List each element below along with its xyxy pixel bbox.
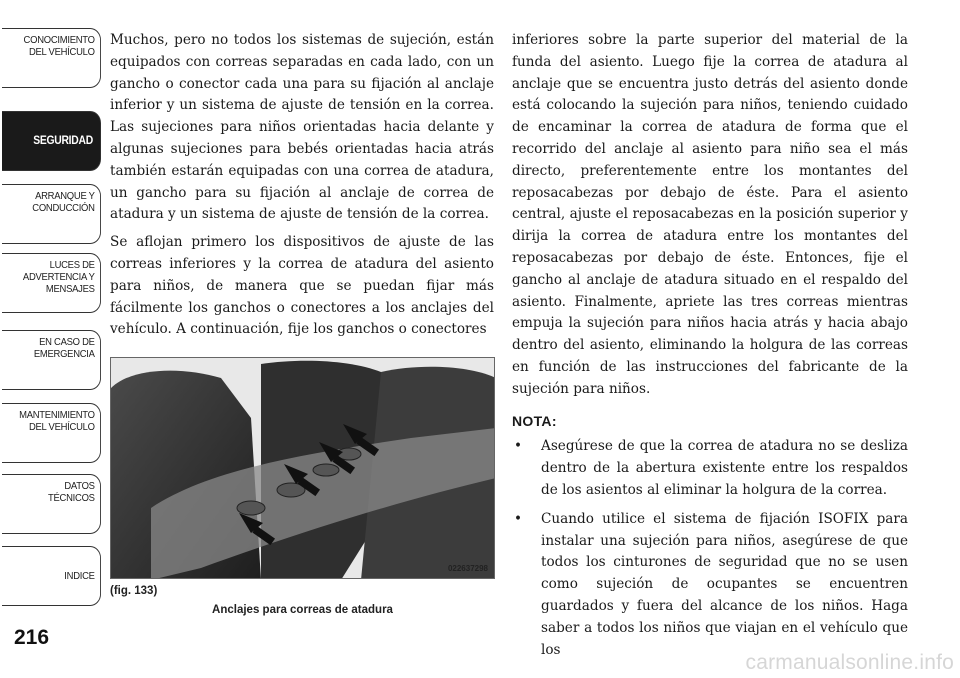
tab-label-line1: CONOCIMIENTO xyxy=(23,34,95,46)
tab-label-line2: TÉCNICOS xyxy=(48,492,95,504)
left-text-column xyxy=(110,30,494,347)
paragraph: inferiores sobre la parte superior del material de la funda del asiento. Luego fije la correa de atadura al anclaje que se encuentra justo detrás del asiento donde está colocando la sujeción para niños, teniendo cuidado de encaminar la correa de atadura de forma que el recorrido del anclaje al asiento para niño sea el más directo, preferentemente entre los montantes del reposacabezas por debajo de éste. Para el asiento central, ajuste el reposacabezas en la posición superior y dirija la correa de atadura entre los montantes del reposacabezas por debajo de éste. Entonces, fije el gancho al anclaje de atadura situado en el respaldo del asiento. Finalmente, apriete las tres correas mientras empuja la sujeción para niños hacia atrás y hacia abajo dentro del asiento, eliminando la holgura de las correas en función de las instrucciones del fabricante de la sujeción para niños. xyxy=(512,32,908,397)
tab-label-line1: INDICE xyxy=(64,570,95,582)
tether-anchors-illustration xyxy=(111,358,495,579)
tab-label-line1: ARRANQUE Y xyxy=(35,190,95,202)
tab-label-line2: CONDUCCIÓN xyxy=(32,202,95,214)
page-number: 216 xyxy=(14,626,50,649)
tab-label-line1: MANTENIMIENTO xyxy=(19,409,95,421)
tab-label-line2: DEL VEHÍCULO xyxy=(28,46,95,58)
tab-en-caso-de-emergencia[interactable] xyxy=(2,330,101,390)
tab-label-line2: EMERGENCIA xyxy=(33,348,95,360)
tab-luces-de-advertencia[interactable] xyxy=(2,253,101,313)
tab-mantenimiento-del-vehiculo[interactable] xyxy=(2,403,101,463)
figure-tether-anchors xyxy=(110,357,495,579)
figure-code: 022637298 xyxy=(447,564,488,573)
note-title: NOTA: xyxy=(512,412,557,429)
tab-conocimiento-del-vehiculo[interactable] xyxy=(2,28,101,88)
tab-seguridad[interactable] xyxy=(2,111,101,171)
list-item: • Asegúrese de que la correa de atadura no se desliza dentro de la abertura existente entre los respaldos de los asientos al eliminar la holgura de la correa. xyxy=(512,436,908,501)
tab-label-line2: DEL VEHÍCULO xyxy=(28,421,95,433)
tab-datos-tecnicos[interactable] xyxy=(2,474,101,534)
tab-indice[interactable] xyxy=(2,546,101,606)
paragraph: Se aflojan primero los dispositivos de ajuste de las correas inferiores y la correa de atadura del asiento para niños, de manera que se puedan fijar más fácilmente los ganchos o conectores a los anclajes del vehículo. A continuación, fije los ganchos o conectores xyxy=(110,234,494,338)
notes-list xyxy=(512,436,908,661)
list-item: • Cuando utilice el sistema de fijación ISOFIX para instalar una sujeción para niños, asegúrese de que todos los cinturones de seguridad que no se usen como sujeción de ocupantes se encuentren guardados y fuera del alcance de los niños. Haga saber a todos los niños que viajan en el vehículo que los xyxy=(512,509,908,662)
tab-label-line1: SEGURIDAD xyxy=(33,135,93,147)
tab-label-line3: MENSAJES xyxy=(45,283,95,295)
figure-caption: Anclajes para correas de atadura xyxy=(212,604,393,616)
tab-label-line1: DATOS xyxy=(64,480,95,492)
watermark: carmanualsonline.info xyxy=(745,651,954,674)
tab-label-line1: EN CASO DE xyxy=(39,336,95,348)
right-text-column xyxy=(512,30,908,668)
tab-arranque-y-conduccion[interactable] xyxy=(2,184,101,244)
tab-label-line1: LUCES DE xyxy=(49,259,95,271)
paragraph: Muchos, pero no todos los sistemas de sujeción, están equipados con correas separadas en cada lado, con un gancho o conector cada una para su fijación al anclaje inferior y un sistema de ajuste de tensión en la correa. Las sujeciones para niños orientadas hacia delante y algunas sujeciones para bebés orientadas hacia atrás también estarán equipadas con una correa de atadura, un gancho para su fijación al anclaje de correa de atadura y un sistema de ajuste de tensión de la correa. xyxy=(110,32,494,223)
tab-label-line2: ADVERTENCIA Y xyxy=(22,271,95,283)
figure-reference: (fig. 133) xyxy=(110,585,158,597)
